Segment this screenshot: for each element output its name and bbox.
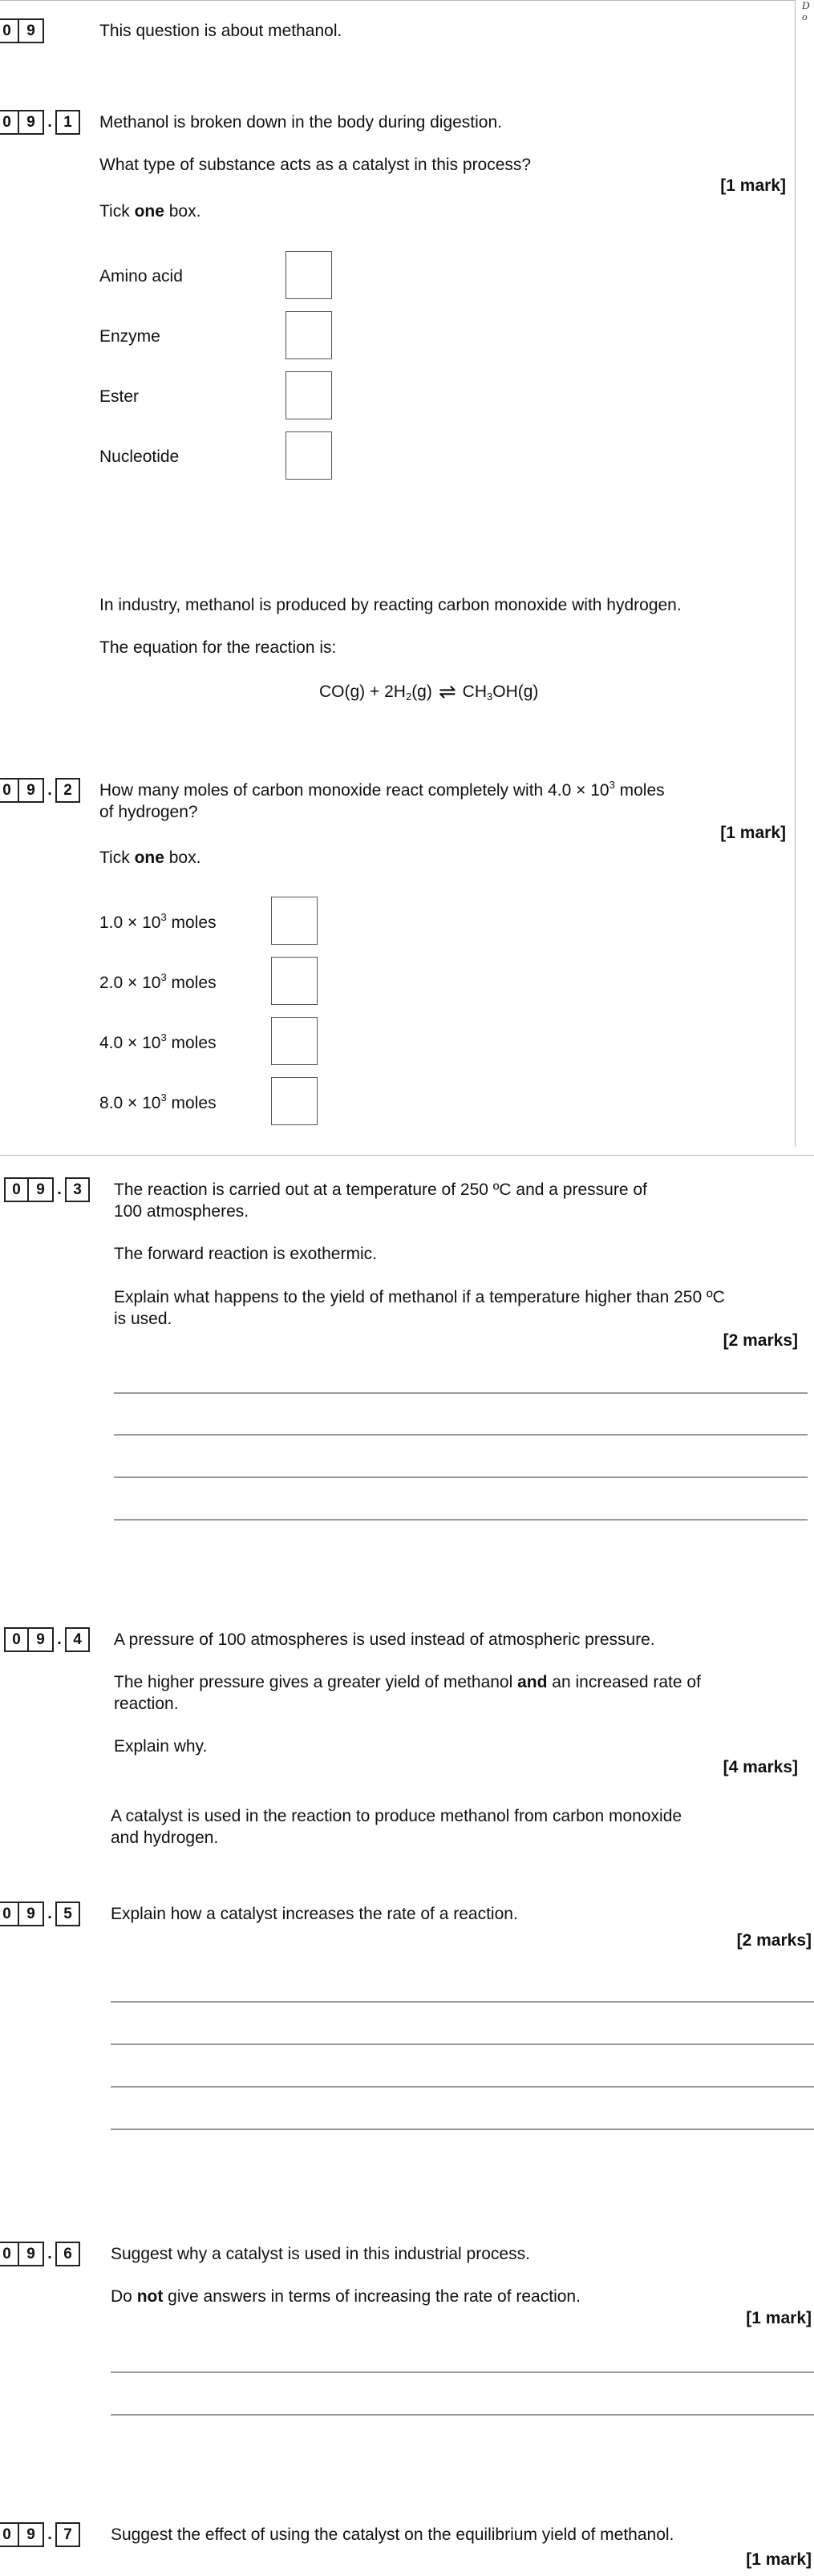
q96-instruction: Do not give answers in terms of increasing the rate of reaction. bbox=[111, 2287, 581, 2306]
number-dot: . bbox=[57, 1630, 62, 1648]
tick-box-ester[interactable] bbox=[286, 371, 332, 419]
answer-line[interactable] bbox=[111, 2001, 814, 2003]
digit-box: 0 bbox=[0, 2242, 19, 2266]
catalyst-context: A catalyst is used in the reaction to produce methanol from carbon monoxide bbox=[111, 1807, 682, 1825]
q92-marks: [1 mark] bbox=[720, 824, 786, 842]
digit-box: 9 bbox=[29, 1177, 54, 1202]
q91-marks: [1 mark] bbox=[720, 176, 786, 195]
tick-box-4e3[interactable] bbox=[271, 1017, 318, 1065]
digit-box: 3 bbox=[65, 1177, 90, 1202]
q94-statement-cont: reaction. bbox=[114, 1695, 179, 1713]
number-dot: . bbox=[47, 113, 52, 131]
q93-fact: The forward reaction is exothermic. bbox=[114, 1245, 377, 1263]
question-number-09-5 bbox=[0, 1902, 80, 1926]
q94-marks: [4 marks] bbox=[723, 1758, 798, 1776]
question-number-09-6 bbox=[0, 2242, 80, 2266]
page-break bbox=[0, 1155, 814, 1156]
answer-line[interactable] bbox=[114, 1476, 808, 1478]
tick-box-amino-acid[interactable] bbox=[286, 251, 332, 299]
equilibrium-arrow-icon: ⇌ bbox=[438, 679, 456, 703]
q91-stem: Methanol is broken down in the body during digestion. bbox=[99, 113, 502, 132]
q93-question: Explain what happens to the yield of methanol if a temperature higher than 250 ºC bbox=[114, 1288, 725, 1306]
number-dot: . bbox=[47, 2525, 52, 2543]
q94-question: Explain why. bbox=[114, 1737, 208, 1756]
industry-context: In industry, methanol is produced by reacting carbon monoxide with hydrogen. bbox=[99, 596, 682, 614]
q93-stem-cont: 100 atmospheres. bbox=[114, 1202, 249, 1221]
answer-line[interactable] bbox=[114, 1519, 808, 1521]
question-number-09 bbox=[0, 18, 44, 43]
q95-question: Explain how a catalyst increases the rate of a reaction. bbox=[111, 1905, 518, 1923]
digit-box: 5 bbox=[55, 1902, 80, 1926]
q97-question: Suggest the effect of using the catalyst on the equilibrium yield of methanol. bbox=[111, 2525, 674, 2544]
margin-note: D o bbox=[802, 0, 810, 22]
number-dot: . bbox=[57, 1181, 62, 1198]
digit-box: 0 bbox=[4, 1177, 29, 1202]
option-label-nucleotide: Nucleotide bbox=[99, 448, 180, 466]
option-label-amino-acid: Amino acid bbox=[99, 267, 183, 286]
q91-question: What type of substance acts as a catalyst in this process? bbox=[99, 156, 532, 174]
question-number-09-3 bbox=[4, 1177, 90, 1202]
digit-box: 2 bbox=[55, 778, 80, 803]
q93-marks: [2 marks] bbox=[723, 1331, 798, 1350]
digit-box: 0 bbox=[0, 1902, 19, 1926]
digit-box: 9 bbox=[19, 778, 44, 803]
answer-line[interactable] bbox=[111, 2086, 814, 2088]
answer-line[interactable] bbox=[114, 1392, 808, 1394]
digit-box: 0 bbox=[0, 18, 19, 43]
digit-box: 9 bbox=[19, 1902, 44, 1926]
option-label-4e3: $4.0 \times 10^3$ moles bbox=[99, 1031, 217, 1052]
q95-marks: [2 marks] bbox=[736, 1931, 812, 1950]
equation-intro: The equation for the reaction is: bbox=[99, 638, 337, 657]
option-label-1e3: $1.0 \times 10^3$ moles bbox=[99, 911, 217, 932]
question-number-09-7 bbox=[0, 2522, 80, 2547]
tick-box-enzyme[interactable] bbox=[286, 311, 332, 359]
number-dot: . bbox=[47, 2245, 52, 2262]
tick-box-nucleotide[interactable] bbox=[286, 431, 332, 480]
q97-marks: [1 mark] bbox=[746, 2550, 812, 2569]
page-top-line bbox=[0, 0, 795, 1]
answer-line[interactable] bbox=[111, 2414, 814, 2416]
digit-box: 0 bbox=[0, 2522, 19, 2547]
chemical-equation: $CO(g) + 2H_2(g)$ ⇌ $CH_3OH(g)$ bbox=[319, 679, 539, 703]
digit-box: 1 bbox=[55, 110, 80, 135]
answer-line[interactable] bbox=[114, 1434, 808, 1436]
digit-box: 6 bbox=[55, 2242, 80, 2266]
digit-box: 0 bbox=[4, 1627, 29, 1652]
q96-marks: [1 mark] bbox=[746, 2309, 812, 2327]
q94-stem: A pressure of 100 atmospheres is used instead of atmospheric pressure. bbox=[114, 1630, 655, 1649]
digit-box: 0 bbox=[0, 778, 19, 803]
option-label-enzyme: Enzyme bbox=[99, 327, 160, 346]
question-number-09-2 bbox=[0, 778, 80, 803]
q92-instruction: Tick one box. bbox=[99, 849, 201, 867]
number-dot: . bbox=[47, 781, 52, 799]
digit-box: 9 bbox=[19, 18, 44, 43]
catalyst-context-cont: and hydrogen. bbox=[111, 1829, 219, 1847]
tick-box-1e3[interactable] bbox=[271, 897, 318, 945]
digit-box: 0 bbox=[0, 110, 19, 135]
digit-box: 9 bbox=[19, 2242, 44, 2266]
question-number-09-4 bbox=[4, 1627, 90, 1652]
option-label-8e3: $8.0 \times 10^3$ moles bbox=[99, 1092, 217, 1112]
number-dot: . bbox=[47, 1905, 52, 1922]
digit-box: 9 bbox=[29, 1627, 54, 1652]
q96-question: Suggest why a catalyst is used in this industrial process. bbox=[111, 2245, 530, 2263]
page-margin-line bbox=[795, 0, 796, 1147]
question-number-09-1 bbox=[0, 110, 80, 135]
answer-line[interactable] bbox=[111, 2128, 814, 2130]
digit-box: 9 bbox=[19, 2522, 44, 2547]
q93-stem: The reaction is carried out at a temperature of 250 ºC and a pressure of bbox=[114, 1181, 647, 1199]
q92-question: How many moles of carbon monoxide react completely with $4.0 \times 10^3$ moles bbox=[99, 779, 665, 800]
tick-box-8e3[interactable] bbox=[271, 1077, 318, 1125]
digit-box: 9 bbox=[19, 110, 44, 135]
answer-line[interactable] bbox=[111, 2043, 814, 2045]
option-label-2e3: $2.0 \times 10^3$ moles bbox=[99, 971, 217, 992]
digit-box: 7 bbox=[55, 2522, 80, 2547]
digit-box: 4 bbox=[65, 1627, 90, 1652]
q92-question-cont: of hydrogen? bbox=[99, 803, 198, 821]
q93-question-cont: is used. bbox=[114, 1310, 172, 1328]
tick-box-2e3[interactable] bbox=[271, 957, 318, 1005]
question-intro: This question is about methanol. bbox=[99, 22, 342, 40]
q94-statement: The higher pressure gives a greater yield of methanol and an increased rate of bbox=[114, 1673, 701, 1691]
q91-instruction: Tick one box. bbox=[99, 202, 201, 221]
answer-line[interactable] bbox=[111, 2371, 814, 2373]
option-label-ester: Ester bbox=[99, 387, 140, 406]
